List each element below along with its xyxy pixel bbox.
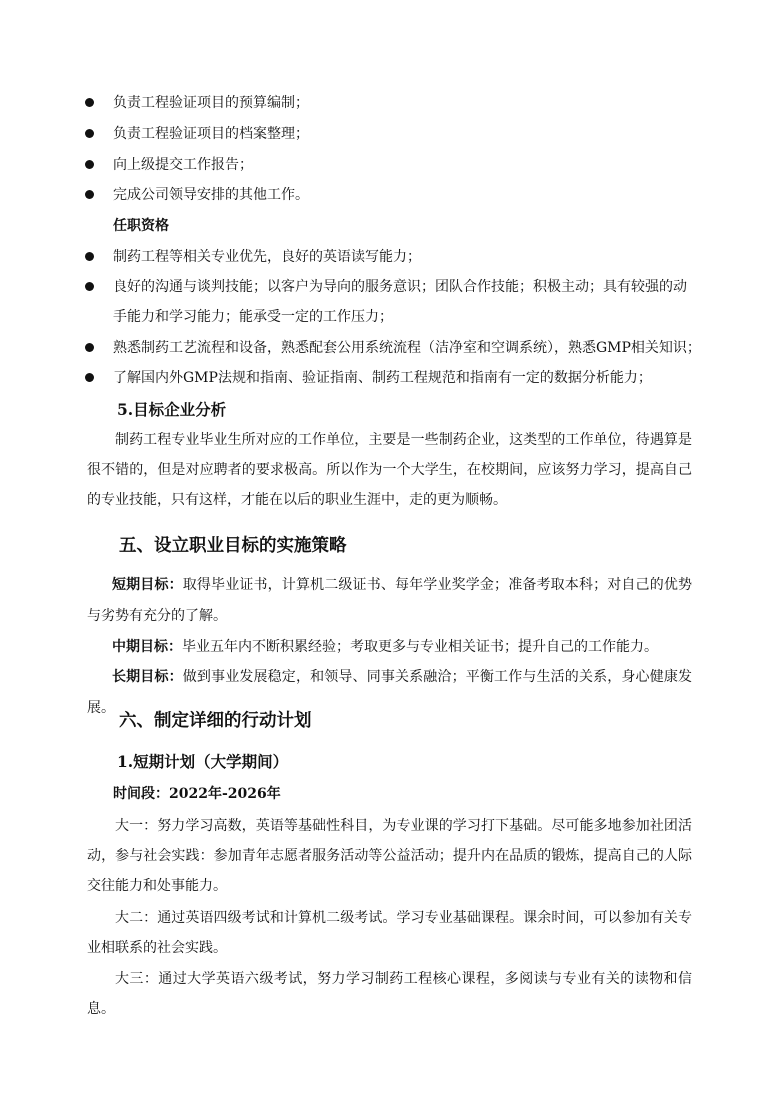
- goal-text: 毕业五年内不断积累经验；考取更多与专业相关证书；提升自己的工作能力。: [182, 639, 658, 655]
- plan-paragraph: 大一：努力学习高数，英语等基础性科目，为专业课的学习打下基础。尽可能多地参加社团活动，参与社会实践：参加青年志愿者服务活动等公益活动；提升内在品质的锻炼，提高自己的人际交往能力和处事能力。: [87, 818, 692, 894]
- bullet-item: [113, 272, 694, 332]
- bullet-icon: [85, 160, 94, 169]
- plan-paragraph: 大二：通过英语四级考试和计算机二级考试。学习专业基础课程。课余时间，可以参加有关专业相联系的社会实践。: [87, 910, 692, 956]
- bullet-text: 良好的沟通与谈判技能；以客户为导向的服务意识；团队合作技能；积极主动；具有较强的动手能力和学习能力；能承受一定的工作压力；: [113, 279, 687, 325]
- qualifications-heading: 任职资格: [113, 218, 169, 234]
- bullet-item: [113, 88, 694, 118]
- bullet-icon: [85, 252, 94, 261]
- bullet-icon: [85, 129, 94, 138]
- chapter-heading: 六、制定详细的行动计划: [119, 711, 312, 731]
- goal-text: 取得毕业证书，计算机二级证书、每年学业奖学金；准备考取本科；对自己的优势与劣势有充分的了解。: [87, 577, 692, 624]
- goal-medium: [87, 632, 692, 663]
- chapter-heading: 五、设立职业目标的实施策略: [119, 536, 347, 556]
- bullet-text: 负责工程验证项目的档案整理；: [113, 126, 309, 142]
- goal-label: 短期目标：: [112, 577, 183, 593]
- goal-text: 做到事业发展稳定，和领导、同事关系融洽；平衡工作与生活的关系，身心健康发展。: [87, 669, 692, 716]
- paragraph: 制药工程专业毕业生所对应的工作单位，主要是一些制药企业，这类型的工作单位，待遇算是很不错的，但是对应聘者的要求极高。所以作为一个大学生，在校期间，应该努力学习，提高自己的专业技能，只有这样，才能在以后的职业生涯中，走的更为顺畅。: [87, 432, 692, 508]
- plan-paragraph: 大三：通过大学英语六级考试，努力学习制药工程核心课程，多阅读与专业有关的读物和信息。: [87, 971, 692, 1017]
- bullet-text: 制药工程等相关专业优先，良好的英语读写能力；: [113, 249, 421, 265]
- bullet-item: [113, 180, 694, 210]
- section-heading: 5.目标企业分析: [117, 400, 227, 419]
- goal-label: 中期目标：: [112, 639, 182, 655]
- bullet-text: 了解国内外GMP法规和指南、验证指南、制药工程规范和指南有一定的数据分析能力；: [113, 370, 652, 386]
- bullet-icon: [85, 98, 94, 107]
- bullet-text: 负责工程验证项目的预算编制；: [113, 95, 309, 111]
- bullet-text: 完成公司领导安排的其他工作。: [113, 187, 309, 203]
- bullet-icon: [85, 373, 94, 382]
- bullet-item: [113, 363, 714, 393]
- bullet-text: 熟悉制药工艺流程和设备，熟悉配套公用系统流程（洁净室和空调系统），熟悉GMP相关知识；: [113, 340, 701, 356]
- bullet-icon: [85, 190, 94, 199]
- plan-heading: 1.短期计划（大学期间）: [117, 752, 289, 771]
- bullet-icon: [85, 282, 94, 291]
- bullet-item: [113, 333, 714, 363]
- bullet-item: [113, 119, 694, 149]
- bullet-item: [113, 150, 694, 180]
- bullet-text: 向上级提交工作报告；: [113, 157, 253, 173]
- period-label: 时间段：2022年-2026年: [113, 786, 281, 802]
- goal-label: 长期目标：: [112, 669, 183, 685]
- goal-short: [87, 570, 692, 632]
- bullet-item: [113, 242, 694, 272]
- bullet-icon: [85, 343, 94, 352]
